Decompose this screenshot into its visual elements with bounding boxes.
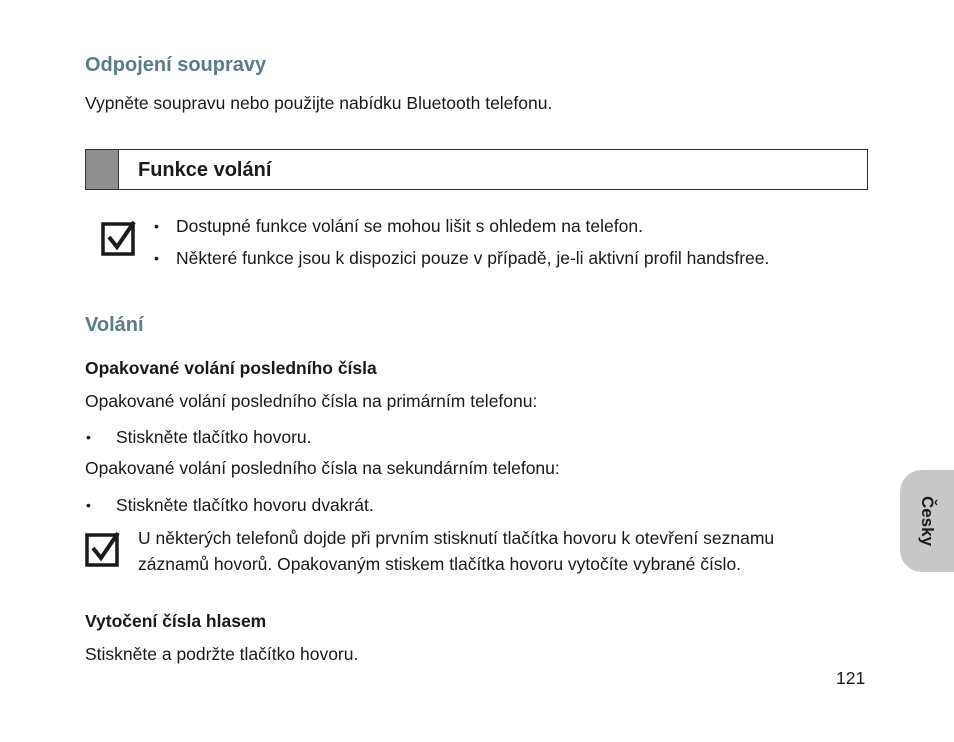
redial-secondary-bullet: Stiskněte tlačítko hovoru dvakrát. xyxy=(116,495,374,515)
page-number: 121 xyxy=(836,668,866,688)
checkmark-note-icon xyxy=(101,220,137,256)
note2-line-2: záznamů hovorů. Opakovaným stiskem tlačítka hovoru vytočíte vybrané číslo. xyxy=(138,554,742,574)
note2-line-1: U některých telefonů dojde při prvním stisknutí tlačítka hovoru k otevření seznamu xyxy=(138,528,775,548)
disconnect-text: Vypněte soupravu nebo použijte nabídku Bluetooth telefonu. xyxy=(85,93,553,113)
section-header xyxy=(85,149,868,190)
bullet-dot: • xyxy=(86,429,91,445)
heading-calling: Volání xyxy=(85,314,144,336)
language-side-tab xyxy=(900,470,954,572)
redial-secondary-text: Opakované volání posledního čísla na sekundárním telefonu: xyxy=(85,458,560,478)
redial-primary-bullet: Stiskněte tlačítko hovoru. xyxy=(116,427,312,447)
language-label: Česky xyxy=(918,495,937,547)
bullet-dot: • xyxy=(86,497,91,513)
subheading-voice-dial: Vytočení čísla hlasem xyxy=(85,611,267,631)
bullet-dot: • xyxy=(154,250,159,266)
heading-disconnect: Odpojení soupravy xyxy=(85,54,267,76)
note1-item-2: Některé funkce jsou k dispozici pouze v případě, je-li aktivní profil handsfree. xyxy=(176,248,770,268)
voice-dial-text: Stiskněte a podržte tlačítko hovoru. xyxy=(85,644,359,664)
section-title: Funkce volání xyxy=(138,159,272,181)
redial-primary-text: Opakované volání posledního čísla na primárním telefonu: xyxy=(85,391,538,411)
section-tab-marker xyxy=(86,150,119,189)
checkmark-note-icon xyxy=(85,531,121,567)
bullet-dot: • xyxy=(154,218,159,234)
note1-item-1: Dostupné funkce volání se mohou lišit s ohledem na telefon. xyxy=(176,216,643,236)
subheading-redial: Opakované volání posledního čísla xyxy=(85,358,377,378)
